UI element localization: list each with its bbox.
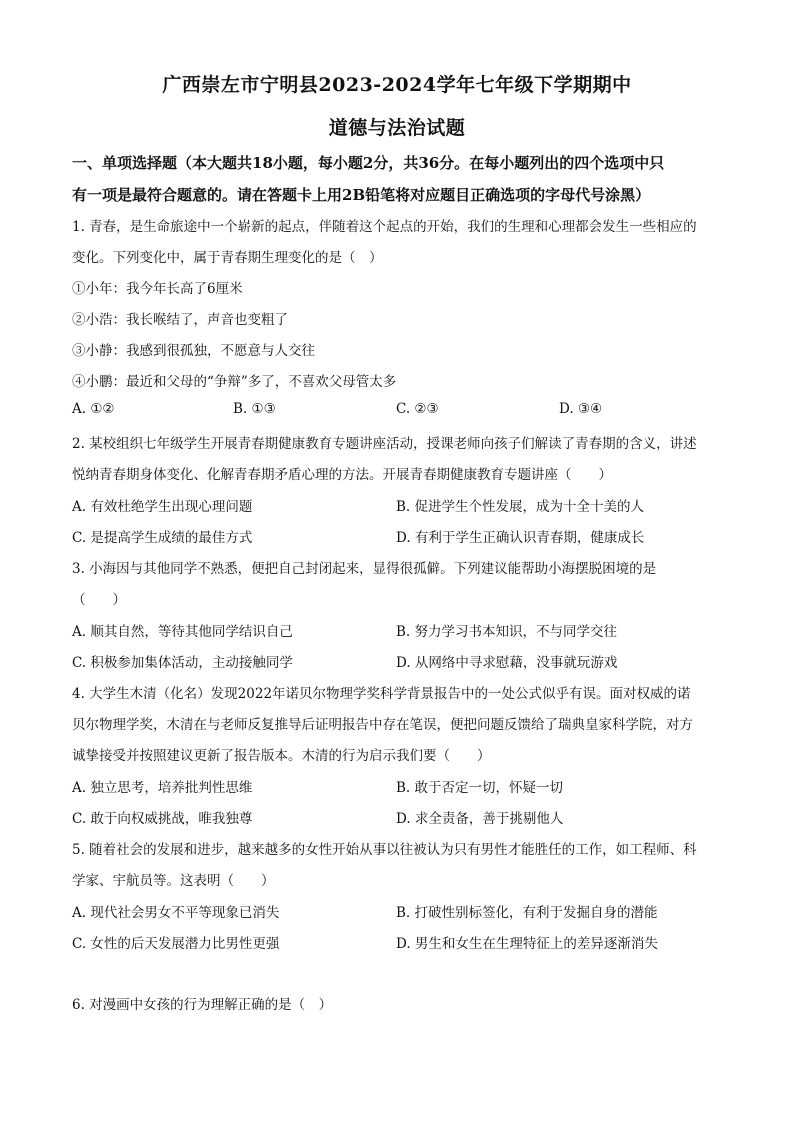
q3-option-d: D. 从网络中寻求慰藉，没事就玩游戏: [396, 655, 618, 671]
q2-stem-line1: 2. 某校组织七年级学生开展青春期健康教育专题讲座活动，授课老师向孩子们解读了青春期的含义，讲述: [72, 436, 697, 452]
q1-option-c: C. ②③: [396, 401, 439, 417]
q5-option-a: A. 现代社会男女不平等现象已消失: [72, 905, 280, 921]
q2-option-d: D. 有利于学生正确认识青春期，健康成长: [396, 530, 645, 546]
section-heading-line2: 有一项是最符合题意的。请在答题卡上用2B铅笔将对应题目正确选项的字母代号涂黑）: [72, 186, 651, 204]
q5-option-c: C. 女性的后天发展潜力比男性更强: [72, 936, 280, 952]
q1-item-4: ④小鹏：最近和父母的“争辩”多了，不喜欢父母管太多: [72, 374, 397, 390]
q4-option-b: B. 敢于否定一切，怀疑一切: [396, 780, 564, 796]
q4-option-d: D. 求全责备，善于挑剔他人: [396, 811, 564, 827]
q1-option-b: B. ①③: [233, 401, 276, 417]
q1-item-2: ②小浩：我长喉结了，声音也变粗了: [72, 312, 288, 328]
q3-stem-line2: （ ）: [72, 592, 126, 608]
q1-option-d: D. ③④: [559, 401, 603, 417]
q3-stem-line1: 3. 小海因与其他同学不熟悉，便把自己封闭起来，显得很孤僻。下列建议能帮助小海摆脱困境的是: [72, 561, 657, 577]
q1-option-a: A. ①②: [72, 401, 115, 417]
q2-option-c: C. 是提高学生成绩的最佳方式: [72, 530, 253, 546]
q4-stem-line3: 诚挚接受并按照建议更新了报告版本。木清的行为启示我们要（ ）: [72, 748, 491, 764]
q6-stem-line1: 6. 对漫画中女孩的行为理解正确的是（ ）: [72, 997, 333, 1013]
section-heading-line1: 一、单项选择题（本大题共18小题，每小题2分，共36分。在每小题列出的四个选项中只: [72, 154, 665, 172]
q1-stem-line1: 1. 青春，是生命旅途中一个崭新的起点，伴随着这个起点的开始，我们的生理和心理都会发生一些相应的: [72, 219, 697, 235]
exam-subject-title: 道德与法治试题: [328, 117, 466, 139]
q3-option-c: C. 积极参加集体活动，主动接触同学: [72, 655, 293, 671]
q1-item-1: ①小年：我今年长高了6厘米: [72, 281, 243, 297]
q5-option-d: D. 男生和女生在生理特征上的差异逐渐消失: [396, 936, 658, 952]
q5-stem-line2: 学家、宇航员等。这表明（ ）: [72, 873, 275, 889]
q5-option-b: B. 打破性别标签化，有利于发掘自身的潜能: [396, 905, 658, 921]
q4-stem-line1: 4. 大学生木清（化名）发现2022年诺贝尔物理学奖科学背景报告中的一处公式似乎有误。面对权威的诺: [72, 686, 691, 702]
q3-option-b: B. 努力学习书本知识，不与同学交往: [396, 624, 618, 640]
exam-title: 广西崇左市宁明县2023-2024学年七年级下学期期中: [162, 74, 632, 96]
q1-stem-line2: 变化。下列变化中，属于青春期生理变化的是（ ）: [72, 250, 383, 266]
q3-option-a: A. 顺其自然，等待其他同学结识自己: [72, 624, 293, 640]
q2-stem-line2: 悦纳青春期身体变化、化解青春期矛盾心理的方法。开展青春期健康教育专题讲座（ ）: [72, 467, 612, 483]
q4-stem-line2: 贝尔物理学奖，木清在与老师反复推导后证明报告中存在笔误，便把问题反馈给了瑞典皇家科学院，对方: [72, 717, 693, 733]
q2-option-a: A. 有效杜绝学生出现心理问题: [72, 499, 253, 515]
q4-option-a: A. 独立思考，培养批判性思维: [72, 780, 253, 796]
q4-option-c: C. 敢于向权威挑战，唯我独尊: [72, 811, 253, 827]
q2-option-b: B. 促进学生个性发展，成为十全十美的人: [396, 499, 645, 515]
q1-item-3: ③小静：我感到很孤独，不愿意与人交往: [72, 343, 315, 359]
q5-stem-line1: 5. 随着社会的发展和进步，越来越多的女性开始从事以往被认为只有男性才能胜任的工作，如工程师、科: [72, 842, 697, 858]
